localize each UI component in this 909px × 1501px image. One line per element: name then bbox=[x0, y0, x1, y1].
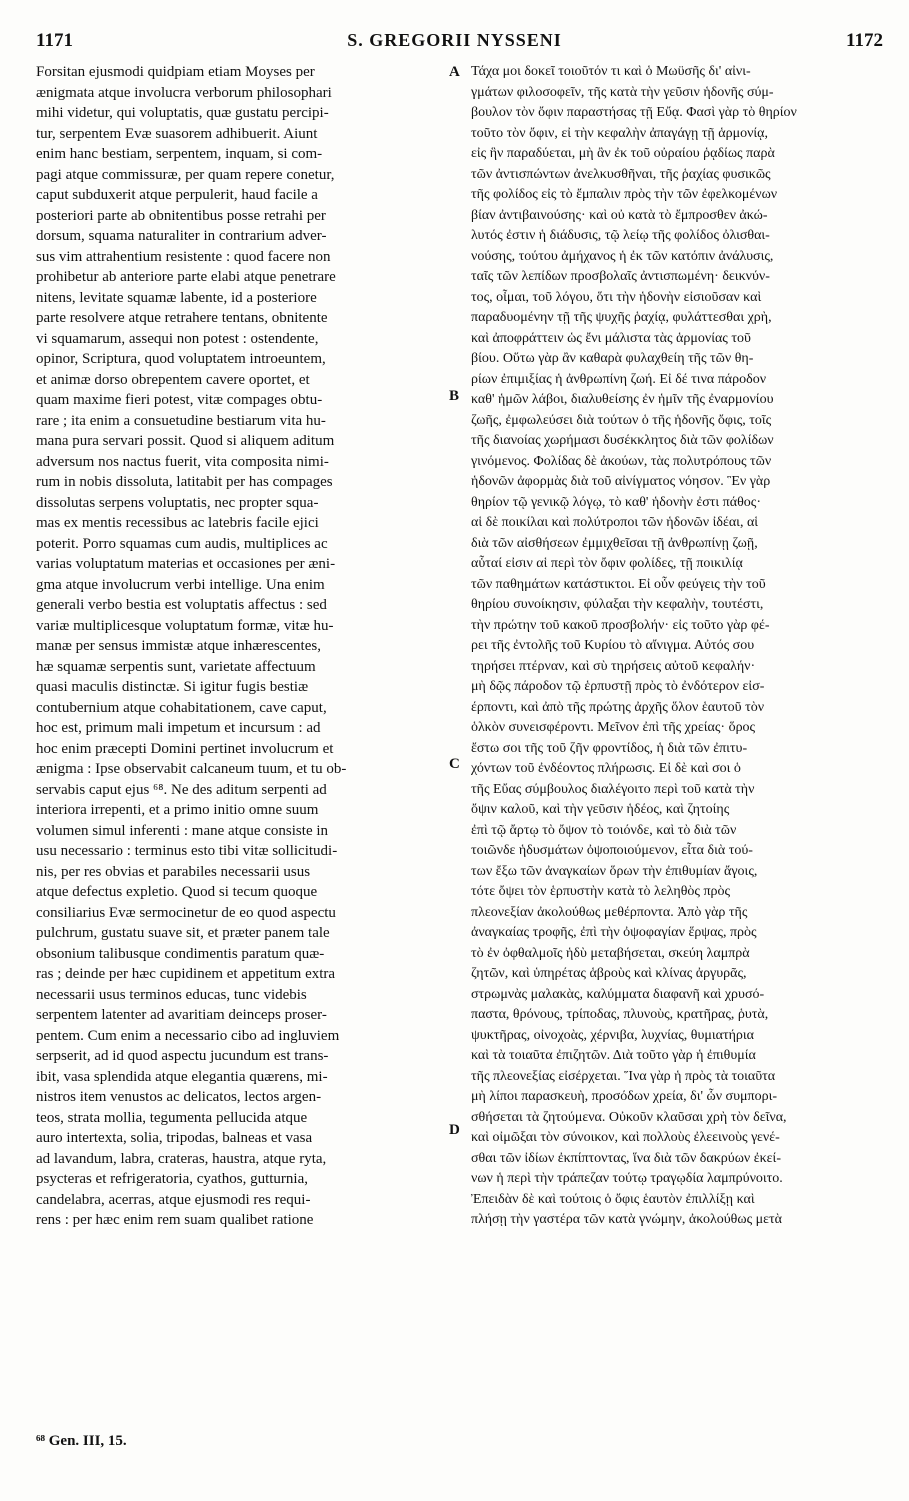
latin-text-line: serpserit, ad id quod aspectu jucundum est trans- bbox=[36, 1048, 329, 1064]
greek-column bbox=[471, 62, 883, 1231]
greek-text-line: μὴ δῷς πάροδον τῷ ἑρπυστῇ πρὸς τὸ ἐνδότερον εἰσ- bbox=[471, 679, 765, 694]
latin-text-line: rens : per hæc enim rem suam qualibet ratione bbox=[36, 1212, 314, 1228]
greek-text-line: ὄψιν καλοῦ, καὶ τὴν γεῦσιν ἡδέος, καὶ ζητοίης bbox=[471, 802, 730, 817]
section-marker-b: B bbox=[449, 388, 460, 404]
latin-text-line: servabis caput ejus ⁶⁸. Ne des aditum serpenti ad bbox=[36, 781, 327, 798]
latin-text-line: mihi videtur, qui voluptatis, quæ gustatu percipi- bbox=[36, 105, 329, 121]
latin-text-line: vi squamarum, assequi non potest : ostendente, bbox=[36, 330, 319, 347]
greek-text-line: καὶ ἀποφράττειν ὡς ἔνι μάλιστα τὰς ἁρμονίας τοῦ bbox=[471, 330, 751, 346]
latin-text-line: caput subduxerit atque perpulerit, haud facile a bbox=[36, 187, 318, 203]
latin-column bbox=[36, 62, 446, 1231]
greek-text-line: τῆς πλεονεξίας εἰσέρχεται. Ἵνα γὰρ ἡ πρὸς τὰ τοιαῦτα bbox=[471, 1068, 776, 1084]
latin-text-line: adversum nos nactus fuerit, vita composita nimi- bbox=[36, 453, 329, 470]
greek-text-line: βίαν ἀντιβαινούσης· καὶ οὐ κατὰ τὸ ἔμπροσθεν ἀκώ- bbox=[471, 207, 768, 223]
latin-text-line: pagi atque commissuræ, per quam repere conetur, bbox=[36, 166, 335, 183]
latin-text-line: ad lavandum, labra, crateras, haustra, atque ryta, bbox=[36, 1150, 327, 1167]
latin-text-line: variæ multiplicesque voluptatum formæ, vitæ hu- bbox=[36, 617, 334, 634]
latin-text-line: pulchrum, gustatu suave sit, et præter panem tale bbox=[36, 925, 330, 941]
latin-text-line: ænigmata atque involucra verborum philosophari bbox=[36, 84, 332, 101]
greek-text-line: παραδυομένην τῇ τῆς ψυχῆς ῥαχίᾳ, φυλάττεσθαι χρὴ, bbox=[471, 310, 772, 325]
greek-text-line: καὶ οἰμῶξαι τὸν σύνοικον, καὶ πολλοὺς ἐλεεινοὺς γενέ- bbox=[471, 1130, 780, 1145]
latin-text-line: auro intertexta, solia, tripodas, balneas et vasa bbox=[36, 1130, 313, 1146]
latin-text-line: varias voluptatum materias et occasiones per æni- bbox=[36, 556, 336, 572]
latin-text-line: interiora irrepenti, et a primo initio omne suum bbox=[36, 802, 319, 818]
latin-text-line: prohibetur ab anteriore parte elabi atque penetrare bbox=[36, 269, 336, 285]
greek-text-line: ταῖς τῶν λεπίδων προσβολαῖς ἀντισπωμένη· δεικνύν- bbox=[471, 269, 770, 284]
greek-text-line: πλήσῃ τὴν γαστέρα τῶν κατὰ γνώμην, ἀκολούθως μετὰ bbox=[471, 1212, 782, 1227]
greek-text-line: τὸ ἐν ὀφθαλμοῖς ἡδὺ μεταβήσεται, σκεύη λαμπρὰ bbox=[471, 945, 750, 961]
greek-text-line: μὴ λίποι παρασκευὴ, προσόδων χρεία, δι' ὧν συμπορι- bbox=[471, 1089, 777, 1104]
page-number-left: 1171 bbox=[36, 30, 73, 51]
greek-text-line: τος, οἶμαι, τοῦ λόγου, ὅτι τὴν ἡδονὴν εἰσιοῦσαν καὶ bbox=[471, 289, 762, 305]
greek-text-line: ζωῆς, ἐμφωλεύσει διὰ τούτων ὁ τῆς ἡδονῆς ὄφις, τοῖς bbox=[471, 412, 772, 428]
latin-text-line: opinor, Scriptura, quod voluptatem introeuntem, bbox=[36, 351, 326, 367]
greek-text-line: σθαι τῶν ἰδίων ἐκπίπτοντας, ἵνα διὰ τῶν δακρύων ἐκεί- bbox=[471, 1150, 781, 1166]
latin-text-line: contubernium atque cohabitationem, cave caput, bbox=[36, 699, 327, 716]
greek-text-line: τηρήσει πτέρναν, καὶ σὺ τηρήσεις αὐτοῦ κεφαλήν· bbox=[471, 658, 756, 674]
greek-text-line: ἐπὶ τῷ ἄρτῳ τὸ ὄψον τὸ τοιόνδε, καὶ τὸ διὰ τῶν bbox=[471, 822, 737, 838]
latin-text-line: ibit, vasa splendida atque elegantia quærens, mi- bbox=[36, 1068, 328, 1085]
latin-text-line: nistros item venustos ac delicatos, lectos argen- bbox=[36, 1089, 322, 1105]
latin-text-line: enim hanc bestiam, serpentem, inquam, si com- bbox=[36, 146, 323, 162]
greek-text-line: ρίων ἐπιμιξίας ἡ ἀνθρωπίνη ζωή. Εἰ δέ τινα πάροδον bbox=[471, 371, 767, 387]
latin-text-line: nis, per res obvias et parabiles necessarii usus bbox=[36, 863, 311, 880]
greek-text-line: στρωμνὰς μαλακὰς, καλύμματα διαφανῆ καὶ χρυσό- bbox=[471, 986, 765, 1002]
greek-text-line: τῆς διανοίας χωρήμασι δυσέκκλητος διὰ τῶν φολίδων bbox=[471, 433, 774, 448]
greek-text-line: σθήσεται τὰ ζητούμενα. Οὐκοῦν κλαῦσαι χρὴ τὸν δεῖνα, bbox=[471, 1109, 787, 1125]
greek-text-line: τῆς φολίδος εἰς τὸ ἔμπαλιν πρὸς τὴν τῶν ἐφελκομένων bbox=[471, 187, 778, 202]
page-number-right: 1172 bbox=[846, 30, 883, 51]
latin-text-line: sus vim attrahentium resistente : quod facere non bbox=[36, 248, 331, 265]
latin-text-line: ras ; deinde per hæc cupidinem et appetitum extra bbox=[36, 966, 336, 982]
latin-text-line: mas ex mentis recessibus ac latebris facile ejici bbox=[36, 515, 319, 531]
greek-text-line: καὶ τὰ τοιαῦτα ἐπιζητῶν. Διὰ τοῦτο γὰρ ἡ ἐπιθυμία bbox=[471, 1048, 756, 1063]
greek-text-line: βουλον τὸν ὄφιν παραστήσας τῇ Εὔᾳ. Φασὶ γὰρ τὸ θηρίον bbox=[471, 105, 797, 120]
greek-text-line: ζητῶν, καὶ ὑπηρέτας ἁβροὺς καὶ κλίνας ἀργυρᾶς, bbox=[471, 966, 747, 981]
greek-text-line: έρποντι, καὶ ἀπὸ τῆς πρώτης ἀρχῆς ὅλον ἑαυτοῦ τὸν bbox=[471, 699, 765, 715]
greek-text-line: πλεονεξίαν ἀκολούθως μεθέρποντα. Ἀπὸ γὰρ τῆς bbox=[471, 904, 748, 920]
latin-text-line: gma atque involucrum verbi intellige. Una enim bbox=[36, 576, 325, 593]
greek-text-line: παστα, θρόνους, τρίποδας, πλυνοὺς, κρατῆρας, ῥυτὰ, bbox=[471, 1007, 769, 1022]
latin-text-line: quam maxime fieri potest, vitæ compages obtu- bbox=[36, 392, 323, 408]
greek-text-line: ρει τῆς ἐντολῆς τοῦ Κυρίου τὸ αἴνιγμα. Αὐτός σου bbox=[471, 638, 755, 653]
latin-text-line: serpentem latenter ad avaritiam deinceps proser- bbox=[36, 1007, 327, 1023]
footnote: ⁶⁸ Gen. III, 15. bbox=[36, 1433, 127, 1449]
latin-text-line: hoc est, primum mali impetum et incursum : ad bbox=[36, 720, 321, 736]
greek-text-line: χόντων τοῦ ἐνδέοντος πλήρωσις. Εἰ δὲ καὶ σοι ὁ bbox=[471, 761, 741, 776]
greek-text-line: βίου. Οὕτω γὰρ ἂν καθαρὰ φυλαχθείη τῆς τῶν θη- bbox=[471, 351, 754, 366]
section-marker-c: C bbox=[449, 756, 460, 772]
section-marker-d: D bbox=[449, 1122, 460, 1138]
greek-text-line: ἀναγκαίας τροφῆς, ἐπὶ τὴν ὀψοφαγίαν ἕρψας, πρὸς bbox=[471, 925, 757, 940]
latin-text-line: nitens, levitate squamæ labente, id a posteriore bbox=[36, 289, 317, 306]
latin-text-line: posteriori parte ab obnitentibus posse retrahi per bbox=[36, 207, 326, 224]
latin-text-line: volumen simul inferenti : mane atque consiste in bbox=[36, 822, 329, 839]
greek-text-line: ἔστω σοι τῆς τοῦ ζῆν φροντίδος, ἡ διὰ τῶν ἐπιτυ- bbox=[471, 740, 748, 756]
greek-text-line: ψυκτῆρας, οἰνοχοὰς, χέρνιβα, λυχνίας, θυμιατήρια bbox=[471, 1027, 755, 1043]
latin-text-line: atque defectus expletio. Quod si tecum quoque bbox=[36, 884, 318, 900]
greek-text-line: τῶν ἀντισπώντων ἀνελκυσθῆναι, τῆς ῥαχίας φυσικῶς bbox=[471, 166, 771, 182]
greek-text-line: τῆς Εὔας σύμβουλος διαλέγοιτο περὶ τοῦ κατὰ τὴν bbox=[471, 781, 755, 797]
latin-text-line: pentem. Cum enim a necessario cibo ad ingluviem bbox=[36, 1027, 340, 1044]
greek-text-line: αἱ δὲ ποικίλαι καὶ πολύτροποι τῶν ἡδονῶν ἰδέαι, αἱ bbox=[471, 515, 759, 530]
latin-text-line: hæ squamæ serpentis sunt, varietate affectuum bbox=[36, 658, 316, 675]
latin-text-line: necessarii usus terminos educas, tunc videbis bbox=[36, 986, 307, 1003]
latin-text-line: candelabra, acerras, atque ejusmodi res requi- bbox=[36, 1191, 311, 1208]
greek-text-line: γμάτων φιλοσοφεῖν, τῆς κατὰ τὴν γεῦσιν ἡδονῆς σύμ- bbox=[471, 84, 774, 100]
greek-text-line: θηρίου συνοίκησιν, φύλαξαι τὴν κεφαλὴν, τουτέστι, bbox=[471, 597, 764, 612]
latin-text-line: parte resolvere atque retrahere tentans, obnitente bbox=[36, 310, 328, 326]
greek-text-line: ἡδονῶν ἀφορμὰς διὰ τοῦ αἰνίγματος νόησον. Ἓν γὰρ bbox=[471, 474, 771, 489]
latin-text-line: tur, serpentem Evæ suasorem adhibuerit. Aiunt bbox=[36, 125, 318, 142]
latin-text-line: rare ; ita enim a consuetudine bestiarum vita hu- bbox=[36, 412, 326, 429]
latin-text-line: consiliarius Evæ sermocinetur de eo quod aspectu bbox=[36, 904, 336, 921]
latin-text-line: hoc enim præcepti Domini pertinet involucrum et bbox=[36, 740, 334, 757]
greek-text-line: Τάχα μοι δοκεῖ τοιοῦτόν τι καὶ ὁ Μωϋσῆς δι' αἰνι- bbox=[471, 64, 751, 79]
greek-text-line: λυτός ἐστιν ἡ διάδυσις, τῷ λείῳ τῆς φολίδος ὀλισθαι- bbox=[471, 228, 770, 243]
greek-text-line: ὁλκὸν συνεισφέροντι. Μεῖνον ἐπὶ τῆς χρείας· ὅρος bbox=[471, 720, 756, 735]
greek-text-line: γινόμενος. Φολίδας δὲ ἀκούων, τὰς πολυτρόπους τῶν bbox=[471, 453, 772, 469]
greek-text-line: τὴν πρώτην τοῦ κακοῦ προσβολήν· εἰς τοῦτο γὰρ φέ- bbox=[471, 617, 770, 633]
latin-text-line: poterit. Porro squamas cum audis, multiplices ac bbox=[36, 535, 328, 552]
latin-text-line: dissolutas serpens voluptatis, nec propter squa- bbox=[36, 494, 319, 511]
greek-text-line: τοιῶνδε ἡδυσμάτων ὀψοποιούμενον, εἶτα διὰ τού- bbox=[471, 843, 753, 858]
latin-text-line: mana pura servari possit. Quod si aliquem aditum bbox=[36, 433, 335, 449]
running-head bbox=[0, 30, 909, 54]
latin-text-line: dorsum, squama naturaliter in contrarium adver- bbox=[36, 228, 327, 244]
greek-text-line: τοῦτο τὸν ὄφιν, εἰ τὴν κεφαλὴν ἀπαγάγῃ τῇ ἁρμονίᾳ, bbox=[471, 125, 769, 141]
latin-text-line: Forsitan ejusmodi quidpiam etiam Moyses per bbox=[36, 64, 315, 80]
latin-text-line: quasi maculis distinctæ. Si igitur fugis bestiæ bbox=[36, 679, 309, 695]
latin-text-line: obsonium talibusque condimentis paratum quæ- bbox=[36, 945, 325, 962]
latin-text-line: usu necessario : terminus esto tibi vitæ sollicitudi- bbox=[36, 843, 338, 859]
greek-text-line: αὗταί εἰσιν αἱ περὶ τὸν ὄφιν φολίδες, τῇ ποικιλίᾳ bbox=[471, 556, 743, 571]
section-marker-a: A bbox=[449, 64, 460, 80]
greek-text-line: νούσης, τούτου ἀμήχανος ἡ ἐκ τῶν κατόπιν ἀνάλυσις, bbox=[471, 248, 774, 264]
latin-text-line: teos, strata mollia, tegumenta pellucida atque bbox=[36, 1109, 308, 1126]
greek-text-line: τῶν παθημάτων κατάστικτοι. Εἰ οὖν φεύγεις τὴν τοῦ bbox=[471, 576, 766, 592]
running-title: S. GREGORII NYSSENI bbox=[347, 30, 562, 50]
greek-text-line: τότε ὄψει τὸν ἑρπυστὴν κατὰ τὸ λεληθὸς πρὸς bbox=[471, 884, 731, 899]
greek-text-line: Ἐπειδὰν δὲ καὶ τούτοις ὁ ὄφις ἑαυτὸν ἐπιλλίξῃ καὶ bbox=[471, 1191, 755, 1207]
greek-text-line: νων ἡ περὶ τὴν τράπεζαν τούτῳ τραγῳδία λαμπρύνοιτο. bbox=[471, 1171, 783, 1186]
greek-text-line: θηρίον τῷ γενικῷ λόγῳ, τὸ καθ' ἡδονὴν ἐστι πάθος· bbox=[471, 494, 761, 510]
greek-text-line: των ἔξω τῶν ἀναγκαίων ὅρων τὴν ἐπιθυμίαν ἄγοις, bbox=[471, 863, 758, 879]
greek-text-line: διὰ τῶν αἰσθήσεων ἐμμιχθεῖσαι τῇ ἀνθρωπίνῃ ζωῇ, bbox=[471, 535, 758, 551]
latin-text-line: psycteras et refrigeratoria, cyathos, gutturnia, bbox=[36, 1171, 308, 1187]
latin-text-line: ænigma : Ipse observabit calcaneum tuum, et tu ob- bbox=[36, 761, 347, 777]
greek-text-line: εἰς ἣν παραδύεται, μὴ ἂν ἐκ τοῦ οὐραίου ῥᾳδίως παρὰ bbox=[471, 146, 775, 161]
latin-text-line: generali verbo bestia est voluptatis affectus : sed bbox=[36, 597, 327, 613]
latin-text-line: manæ per sensus immistæ atque inhærescentes, bbox=[36, 638, 321, 654]
latin-text-line: et animæ dorso obrepentem cavere oportet, et bbox=[36, 371, 310, 388]
latin-text-line: rum in nobis dissoluta, latitabit per has compages bbox=[36, 474, 333, 490]
greek-text-line: καθ' ἡμῶν λάβοι, διαλυθείσης ἐν ἡμῖν τῆς ἐναρμονίου bbox=[471, 392, 774, 407]
